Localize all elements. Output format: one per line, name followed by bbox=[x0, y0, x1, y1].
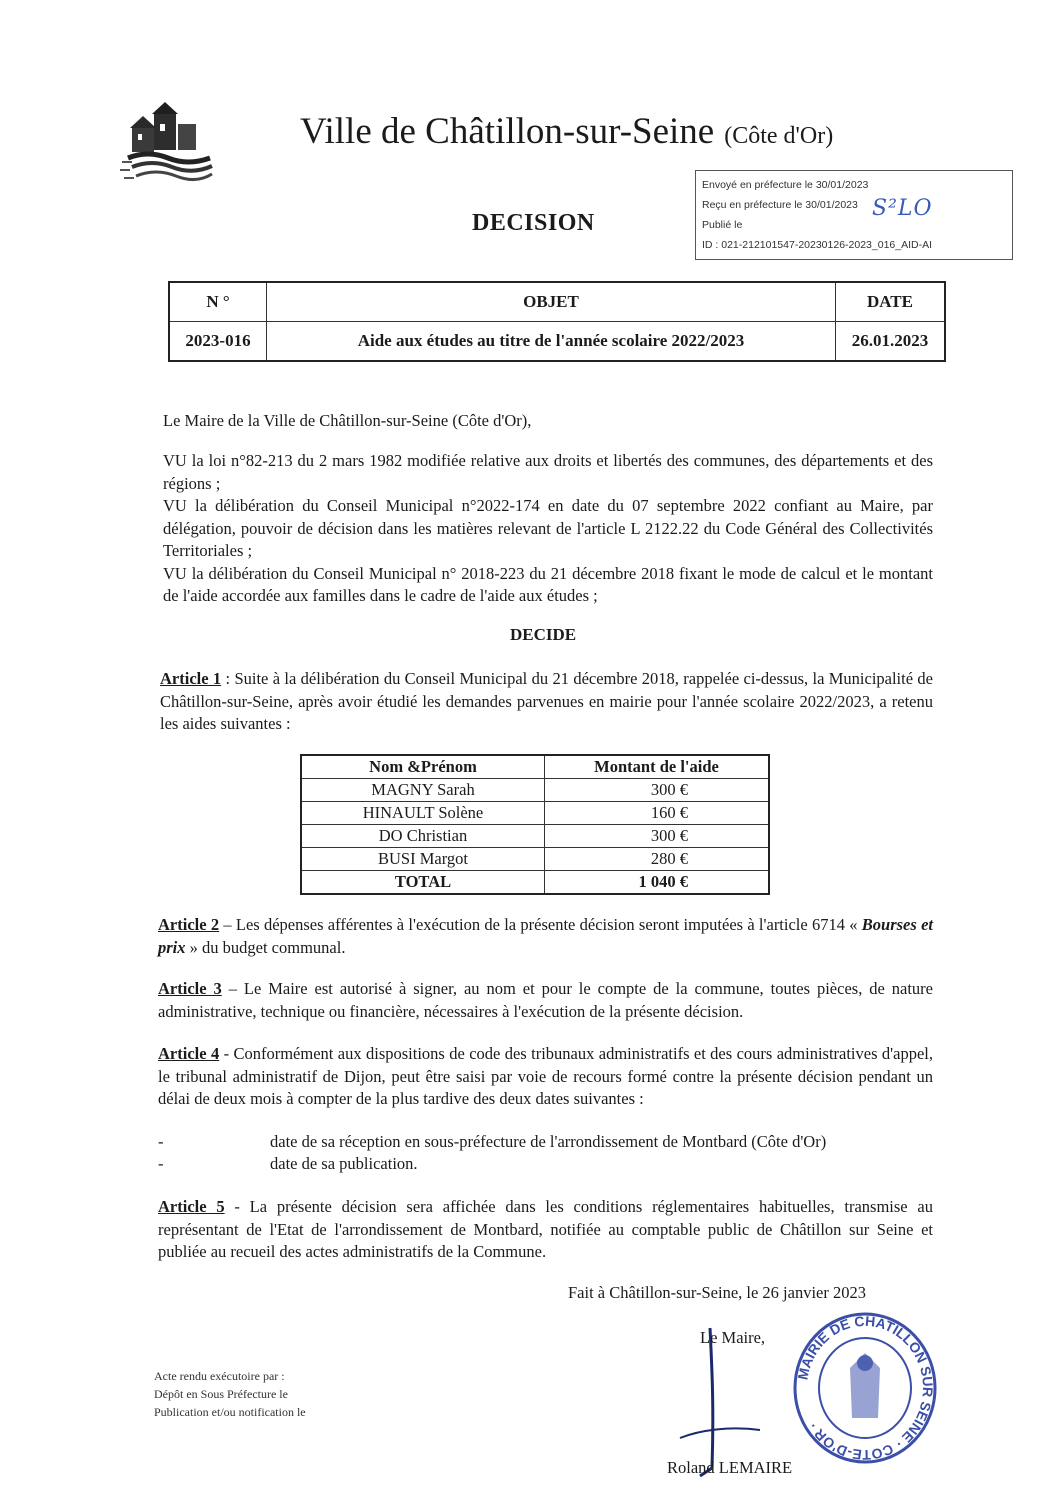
list-item: date de sa publication. bbox=[270, 1154, 418, 1173]
header-number: N ° bbox=[169, 282, 267, 322]
visa-1: VU la loi n°82-213 du 2 mars 1982 modifiée relative aux droits et libertés des communes, des départements et des régions ; bbox=[163, 451, 933, 493]
beneficiary-name: DO Christian bbox=[301, 825, 545, 848]
article-3-label: Article 3 bbox=[158, 979, 222, 998]
city-name: Ville de Châtillon-sur-Seine bbox=[300, 111, 715, 152]
beneficiary-name: HINAULT Solène bbox=[301, 802, 545, 825]
intro-line: Le Maire de la Ville de Châtillon-sur-Seine (Côte d'Or), bbox=[163, 411, 532, 430]
article-1-label: Article 1 bbox=[160, 669, 222, 688]
stamp-published: Publié le bbox=[702, 219, 743, 231]
article-5-text: - La présente décision sera affichée dans les conditions réglementaires habituelles, transmise au représentant de l'Etat de l'arrondissement de Montbard, notifiée au comptable public de Châtillon sur Seine et publiée au recueil des actes administratifs de la Commune. bbox=[158, 1197, 933, 1261]
article-5-label: Article 5 bbox=[158, 1197, 225, 1216]
table-row bbox=[301, 779, 769, 802]
aid-amount: 300 € bbox=[545, 825, 770, 848]
visa-3: VU la délibération du Conseil Municipal n° 2018-223 du 21 décembre 2018 fixant le mode de calcul et le montant de l'aide accordée aux familles dans le cadre de l'aide aux études ; bbox=[163, 563, 933, 605]
dash-bullet: - bbox=[158, 1154, 164, 1173]
header-amount: Montant de l'aide bbox=[545, 755, 770, 779]
article-1-text: : Suite à la délibération du Conseil Municipal du 21 décembre 2018, rappelée ci-dessus, la Municipalité de Châtillon-sur-Seine, après avoir étudié les demandes parvenues en mairie pour l'année scolaire 2022/2023, a retenu les aides suivantes : bbox=[160, 669, 933, 733]
stamp-id: ID : 021-212101547-20230126-2023_016_AID-AI bbox=[702, 239, 933, 251]
visa-2: VU la délibération du Conseil Municipal n°2022-174 en date du 07 septembre 2022 confiant au Maire, par délégation, pouvoir de décision dans les matières relevant de l'article L 2122.22 du Code Général des Collectivités Territoriales ; bbox=[163, 496, 933, 560]
article-2-text-a: – Les dépenses afférentes à l'exécution de la présente décision seront imputées à l'article 6714 « bbox=[219, 915, 862, 934]
stamp-received: Reçu en préfecture le 30/01/2023 bbox=[702, 199, 858, 211]
aid-amount: 160 € bbox=[545, 802, 770, 825]
mayor-title: Le Maire, bbox=[700, 1328, 766, 1347]
note-line-3: Publication et/ou notification le bbox=[154, 1405, 306, 1419]
article-4-label: Article 4 bbox=[158, 1044, 220, 1063]
article-4 bbox=[158, 1043, 933, 1111]
aid-table bbox=[300, 754, 770, 895]
article-2 bbox=[158, 914, 933, 959]
article-1 bbox=[160, 668, 933, 736]
decision-table bbox=[168, 281, 946, 362]
aid-amount: 300 € bbox=[545, 779, 770, 802]
article-2-label: Article 2 bbox=[158, 915, 220, 934]
table-row bbox=[301, 848, 769, 871]
beneficiary-name: BUSI Margot bbox=[301, 848, 545, 871]
mayor-name: Roland LEMAIRE bbox=[667, 1458, 793, 1477]
total-row bbox=[301, 871, 769, 895]
beneficiary-name: MAGNY Sarah bbox=[301, 779, 545, 802]
document-title: DECISION bbox=[472, 210, 595, 236]
aid-amount: 280 € bbox=[545, 848, 770, 871]
decision-number: 2023-016 bbox=[169, 322, 267, 362]
note-line-1: Acte rendu exécutoire par : bbox=[154, 1369, 285, 1383]
total-value: 1 040 € bbox=[545, 871, 770, 895]
article-2-text-b: » du budget communal. bbox=[185, 937, 346, 957]
list-item: date de sa réception en sous-préfecture de l'arrondissement de Montbard (Côte d'Or) bbox=[270, 1132, 827, 1151]
article-3-text: – Le Maire est autorisé à signer, au nom et pour le compte de la commune, toutes pièces, de nature administrative, technique ou financière, nécessaires à l'exécution de la présente décision. bbox=[158, 979, 933, 1021]
stamp-handwriting: S²LO bbox=[872, 196, 933, 221]
table-row bbox=[301, 825, 769, 848]
dash-bullet: - bbox=[158, 1132, 164, 1151]
decision-table-header bbox=[169, 282, 945, 322]
aid-table-header bbox=[301, 755, 769, 779]
article-3 bbox=[158, 978, 933, 1023]
header-name: Nom &Prénom bbox=[301, 755, 545, 779]
header-date: DATE bbox=[836, 282, 946, 322]
prefecture-stamp bbox=[695, 170, 1013, 260]
department-name: (Côte d'Or) bbox=[724, 123, 834, 149]
visas-block bbox=[163, 450, 933, 608]
city-title bbox=[300, 110, 833, 153]
article-5 bbox=[158, 1196, 933, 1264]
place-date-line: Fait à Châtillon-sur-Seine, le 26 janvier 2023 bbox=[568, 1283, 866, 1302]
mairie-seal bbox=[790, 1308, 940, 1468]
article-2-italic: Bourses et prix bbox=[158, 915, 933, 957]
decision-date: 26.01.2023 bbox=[836, 322, 946, 362]
table-row bbox=[301, 802, 769, 825]
decision-table-row bbox=[169, 322, 945, 362]
article-4-text: - Conformément aux dispositions de code des tribunaux administratifs et des cours administratives d'appel, le tribunal administratif de Dijon, peut être saisi par voie de recours formé contre la présente décision pendant un délai de deux mois à compter de la plus tardive des deux dates suivantes : bbox=[158, 1044, 933, 1108]
decide-heading: DECIDE bbox=[510, 625, 577, 644]
city-logo bbox=[118, 102, 214, 188]
decision-object: Aide aux études au titre de l'année scolaire 2022/2023 bbox=[267, 322, 836, 362]
executory-note bbox=[154, 1367, 306, 1421]
seal-text: MAIRIE DE CHATILLON SUR SEINE · COTE-D'OR · bbox=[794, 1312, 937, 1464]
stamp-sent: Envoyé en préfecture le 30/01/2023 bbox=[702, 179, 869, 191]
note-line-2: Dépôt en Sous Préfecture le bbox=[154, 1387, 288, 1401]
header-object: OBJET bbox=[267, 282, 836, 322]
total-label: TOTAL bbox=[301, 871, 545, 895]
